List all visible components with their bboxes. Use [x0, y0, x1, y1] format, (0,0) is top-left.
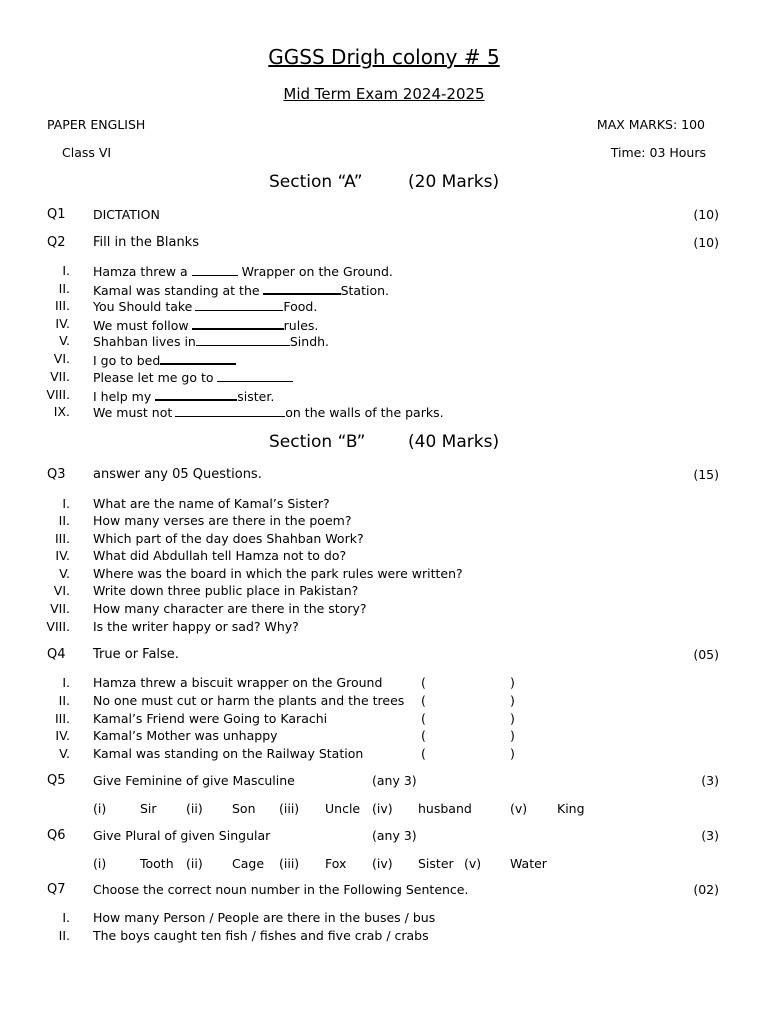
- word-number: (iii): [279, 801, 300, 816]
- fill-text-before: We must not: [93, 405, 173, 420]
- list-item: Kamal was standing on the Railway Station: [93, 746, 364, 761]
- list-item-number: III.: [54, 711, 70, 726]
- fill-text-before: You Should take: [93, 299, 193, 314]
- list-item-number: VIII.: [46, 619, 70, 634]
- q7-marks: (02): [693, 882, 719, 897]
- list-item-number: IV.: [55, 548, 70, 563]
- fill-text-after: sister.: [237, 389, 275, 404]
- list-item: Write down three public place in Pakistan?: [93, 583, 359, 598]
- q5-text: Give Feminine of give Masculine: [93, 773, 295, 788]
- q6-text: Give Plural of given Singular: [93, 828, 271, 843]
- q5-number: Q5: [47, 773, 66, 788]
- fill-blank: [263, 281, 341, 295]
- fill-text-before: I go to bed: [93, 353, 161, 368]
- word: Sir: [140, 801, 157, 816]
- q3-marks: (15): [693, 467, 719, 482]
- list-item: [93, 369, 293, 385]
- fill-text-before: I help my: [93, 389, 152, 404]
- word: Sister: [418, 856, 454, 871]
- list-item-number: III.: [54, 531, 70, 546]
- fill-blank: [217, 369, 293, 382]
- list-item: Hamza threw a biscuit wrapper on the Ground: [93, 675, 383, 690]
- answer-open-paren: (: [421, 746, 426, 761]
- fill-text-after: Wrapper on the Ground.: [241, 264, 393, 279]
- word-number: (ii): [186, 856, 203, 871]
- list-item: How many character are there in the story?: [93, 601, 367, 616]
- list-item-number: VIII.: [46, 387, 70, 402]
- list-item: [93, 333, 329, 349]
- q4-text: True or False.: [93, 647, 179, 662]
- fill-blank: [155, 387, 237, 401]
- list-item-number: I.: [62, 675, 70, 690]
- fill-blank: [195, 298, 283, 311]
- list-item: How many Person / People are there in the buses / bus: [93, 910, 436, 925]
- answer-open-paren: (: [421, 728, 426, 743]
- list-item-number: II.: [58, 693, 70, 708]
- list-item-number: IX.: [53, 404, 70, 419]
- word-number: (iv): [372, 801, 393, 816]
- list-item: Kamal’s Friend were Going to Karachi: [93, 711, 328, 726]
- list-item-number: VII.: [50, 601, 70, 616]
- fill-text-after: Food.: [283, 299, 318, 314]
- q1-text: DICTATION: [93, 207, 160, 222]
- word: Son: [232, 801, 256, 816]
- section-b-title: Section “B”: [269, 432, 366, 452]
- answer-open-paren: (: [421, 711, 426, 726]
- word-number: (v): [464, 856, 482, 871]
- list-item: [93, 387, 274, 404]
- section-a-marks: (20 Marks): [408, 172, 500, 192]
- list-item-number: V.: [59, 746, 70, 761]
- fill-text-before: Kamal was standing at the: [93, 283, 260, 298]
- list-item-number: I.: [62, 263, 70, 278]
- answer-open-paren: (: [421, 693, 426, 708]
- word: Cage: [232, 856, 265, 871]
- fill-text-before: Hamza threw a: [93, 264, 188, 279]
- answer-close-paren: ): [510, 711, 515, 726]
- word: King: [557, 801, 585, 816]
- q7-text: Choose the correct noun number in the Following Sentence.: [93, 882, 469, 897]
- list-item: [93, 281, 389, 298]
- q7-number: Q7: [47, 882, 66, 897]
- q6-any: (any 3): [372, 828, 417, 843]
- list-item: Is the writer happy or sad? Why?: [93, 619, 299, 634]
- section-b-marks: (40 Marks): [408, 432, 500, 452]
- q5-marks: (3): [701, 773, 719, 788]
- list-item-number: III.: [54, 298, 70, 313]
- list-item: [93, 316, 318, 333]
- answer-close-paren: ): [510, 693, 515, 708]
- fill-text-after: Station.: [340, 283, 389, 298]
- list-item: What did Abdullah tell Hamza not to do?: [93, 548, 347, 563]
- q6-marks: (3): [701, 828, 719, 843]
- fill-blank: [160, 351, 236, 365]
- q3-text: answer any 05 Questions.: [93, 467, 262, 482]
- word-number: (i): [93, 856, 107, 871]
- word: Tooth: [140, 856, 174, 871]
- fill-text-after: Sindh.: [289, 334, 330, 349]
- fill-blank: [192, 316, 284, 330]
- word-number: (ii): [186, 801, 203, 816]
- word-number: (iv): [372, 856, 393, 871]
- list-item-number: VI.: [53, 351, 70, 366]
- fill-text-after: on the walls of the parks.: [285, 405, 444, 420]
- fill-blank: [196, 333, 290, 346]
- list-item: No one must cut or harm the plants and the trees: [93, 693, 405, 708]
- time-label: Time: 03 Hours: [610, 145, 706, 160]
- fill-text-before: Shahban lives in: [93, 334, 196, 349]
- q1-marks: (10): [693, 207, 719, 222]
- list-item-number: V.: [59, 333, 70, 348]
- fill-blank: [175, 404, 285, 417]
- list-item-number: V.: [59, 566, 70, 581]
- word-number: (i): [93, 801, 107, 816]
- max-marks: MAX MARKS: 100: [596, 117, 705, 132]
- q2-text: Fill in the Blanks: [93, 235, 199, 250]
- list-item: Where was the board in which the park rules were written?: [93, 566, 463, 581]
- list-item: Which part of the day does Shahban Work?: [93, 531, 364, 546]
- class-label: Class VI: [62, 145, 112, 160]
- section-a-title: Section “A”: [269, 172, 363, 192]
- q4-marks: (05): [693, 647, 719, 662]
- list-item-number: VI.: [53, 583, 70, 598]
- word: Fox: [325, 856, 347, 871]
- list-item: What are the name of Kamal’s Sister?: [93, 496, 330, 511]
- list-item: [93, 298, 317, 314]
- exam-title: Mid Term Exam 2024-2025: [283, 85, 485, 103]
- list-item: [93, 263, 393, 279]
- answer-close-paren: ): [510, 728, 515, 743]
- answer-close-paren: ): [510, 746, 515, 761]
- list-item: The boys caught ten fish / fishes and five crab / crabs: [93, 928, 429, 943]
- list-item-number: IV.: [55, 316, 70, 331]
- q2-marks: (10): [693, 235, 719, 250]
- paper-label: PAPER ENGLISH: [47, 117, 146, 132]
- fill-text-before: We must follow: [93, 318, 189, 333]
- list-item-number: I.: [62, 910, 70, 925]
- q4-number: Q4: [47, 647, 66, 662]
- list-item-number: II.: [58, 281, 70, 296]
- q3-number: Q3: [47, 467, 66, 482]
- answer-open-paren: (: [421, 675, 426, 690]
- list-item-number: II.: [58, 513, 70, 528]
- fill-blank: [192, 263, 238, 276]
- list-item: How many verses are there in the poem?: [93, 513, 352, 528]
- list-item-number: IV.: [55, 728, 70, 743]
- q5-any: (any 3): [372, 773, 417, 788]
- answer-close-paren: ): [510, 675, 515, 690]
- word: Uncle: [325, 801, 361, 816]
- word: husband: [418, 801, 472, 816]
- school-title: GGSS Drigh colony # 5: [268, 45, 500, 69]
- word-number: (iii): [279, 856, 300, 871]
- q2-number: Q2: [47, 235, 66, 250]
- list-item: Kamal’s Mother was unhappy: [93, 728, 278, 743]
- list-item: [93, 351, 236, 368]
- list-item: [93, 404, 444, 420]
- fill-text-before: Please let me go to: [93, 370, 214, 385]
- q1-number: Q1: [47, 207, 66, 222]
- fill-text-after: rules.: [283, 318, 319, 333]
- list-item-number: II.: [58, 928, 70, 943]
- list-item-number: VII.: [50, 369, 70, 384]
- word: Water: [510, 856, 547, 871]
- q6-number: Q6: [47, 828, 66, 843]
- list-item-number: I.: [62, 496, 70, 511]
- word-number: (v): [510, 801, 528, 816]
